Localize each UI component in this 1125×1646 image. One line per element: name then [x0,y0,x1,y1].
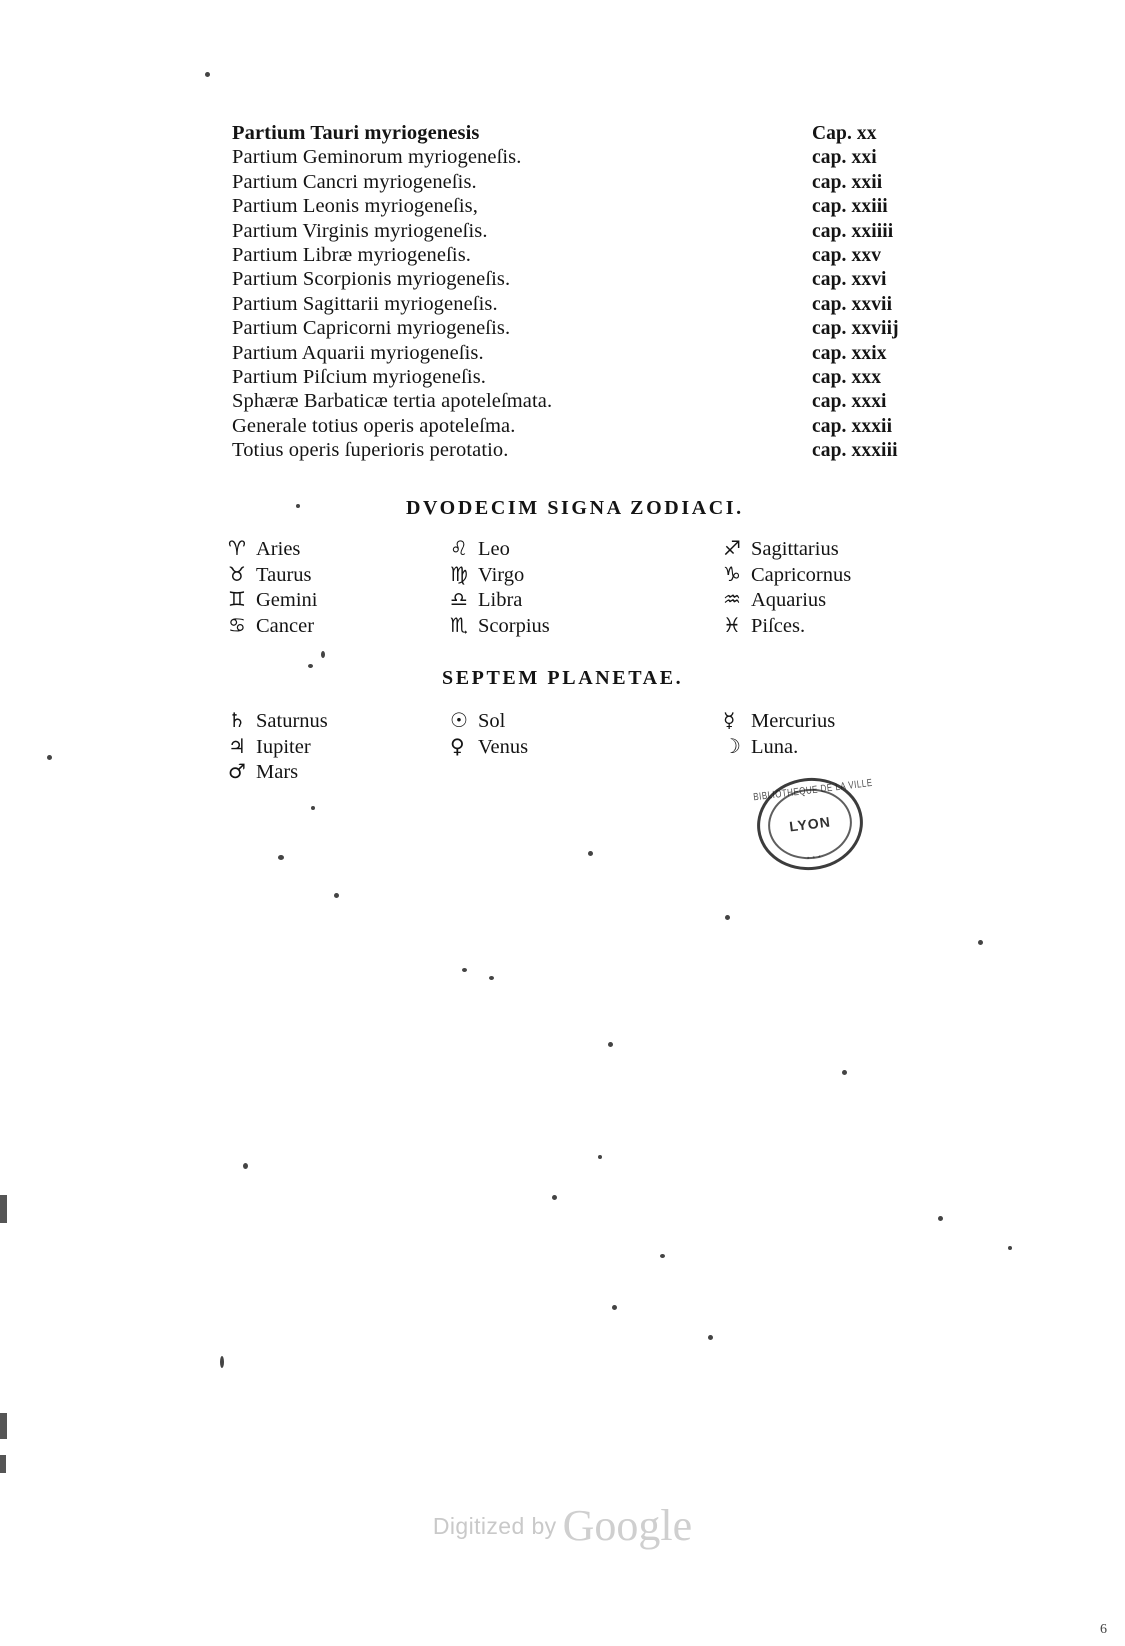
toc-entry-title: Partium Piſcium myriogeneſis. [232,365,487,388]
toc-entry-cap: cap. xxvii [812,293,893,315]
library-stamp [752,772,874,876]
zodiac-label: Piſces. [751,614,806,637]
scorpius-icon: ♏ [450,612,468,637]
list-item [723,561,852,590]
planets-column-2 [450,710,723,787]
zodiac-label: Aries [256,538,301,560]
stamp-center-text: LYON [788,813,832,835]
list-item [228,761,450,787]
toc-entry-cap-wrap [732,367,932,389]
toc-row [232,390,932,414]
list-item [450,538,723,564]
mars-icon: ♂ [228,759,246,784]
zodiac-column-3 [723,538,851,640]
list-item [228,561,450,590]
toc-entry-cap-wrap [732,147,932,169]
toc-row [232,244,932,268]
toc-row [232,317,932,341]
planets-section-heading: SEPTEM PLANETAE. [442,667,684,689]
list-item [228,733,450,762]
toc-entry-title: Partium Virginis myriogeneſis. [232,219,488,242]
toc-entry-cap: cap. xxvi [812,269,887,291]
zodiac-label: Cancer [256,614,315,637]
zodiac-label: Scorpius [478,614,550,637]
toc-row [232,122,932,146]
scan-speck [311,806,315,810]
list-item [723,612,851,641]
toc-entry-cap: Cap. xx [812,123,877,144]
libra-icon: ♎ [450,587,468,612]
scan-speck [708,1335,713,1340]
stamp-bottom-text: * * * [806,854,822,864]
toc-entry-cap-wrap [732,245,932,267]
toc-entry-title: Partium Capricorni myriogeneſis. [232,317,511,340]
scan-speck [489,976,494,980]
planets-column-1 [228,710,450,787]
scan-speck [1008,1246,1012,1250]
table-of-contents [232,122,932,463]
toc-entry-cap-wrap [732,318,932,340]
toc-entry-cap-wrap [732,172,932,194]
toc-entry-cap-wrap [732,269,932,291]
google-wordmark: Google [562,1501,693,1550]
page-edge-mark [0,1413,7,1439]
zodiac-column-1 [228,538,450,640]
saturn-icon: ♄ [228,708,246,732]
list-item [723,589,851,615]
digitization-footer [0,1500,1125,1551]
toc-entry-title: Sphæræ Barbaticæ tertia apoteleſmata. [232,390,553,413]
jupiter-icon: ♃ [228,733,246,758]
toc-entry-title: Totius operis ſuperioris perotatio. [232,439,509,462]
toc-entry-title: Partium Aquarii myriogeneſis. [232,341,484,364]
capricornus-icon: ♑ [723,561,741,586]
planet-label: Sol [478,710,506,732]
scan-speck [220,1356,224,1368]
toc-row [232,220,932,244]
toc-entry-cap-wrap [732,440,932,462]
zodiac-label: Aquarius [751,589,827,612]
toc-entry-cap-wrap [732,343,932,365]
scan-speck [552,1195,557,1200]
page-edge-mark [0,1455,6,1473]
scan-speck [608,1042,613,1047]
zodiac-section-heading: DVODECIM SIGNA ZODIACI. [406,497,744,519]
toc-entry-cap: cap. xxviij [812,318,899,340]
toc-entry-cap: cap. xxi [812,147,877,169]
scan-speck [47,755,52,760]
zodiac-label: Sagittarius [751,538,839,560]
toc-row [232,366,932,390]
scan-speck [938,1216,943,1221]
aries-icon: ♈ [228,536,246,560]
zodiac-label: Taurus [256,563,312,586]
cancer-icon: ♋ [228,612,246,637]
scan-speck [842,1070,847,1075]
planet-label: Mars [256,761,299,784]
toc-row [232,195,932,219]
list-item [450,589,723,615]
zodiac-label: Capricornus [751,563,852,586]
toc-row [232,146,932,170]
toc-entry-cap: cap. xxix [812,342,887,364]
toc-row [232,415,932,439]
list-item [723,733,835,762]
toc-entry-cap: cap. xxii [812,171,883,193]
toc-entry-title: Generale totius operis apoteleſma. [232,414,516,437]
toc-entry-cap-wrap [732,196,932,218]
virgo-icon: ♍ [450,561,468,586]
zodiac-label: Gemini [256,589,318,612]
toc-entry-cap: cap. xxv [812,244,882,266]
toc-entry-cap-wrap [732,123,932,145]
toc-entry-cap: cap. xxxii [812,415,893,437]
scan-speck [278,855,284,860]
sun-icon: ☉ [450,708,468,732]
zodiac-label: Libra [478,589,523,612]
planets-column-3 [723,710,835,787]
planet-label: Mercurius [751,710,836,732]
scan-speck [725,915,730,920]
toc-entry-cap-wrap [732,391,932,413]
planet-label: Saturnus [256,710,328,732]
leo-icon: ♌ [450,536,468,560]
toc-entry-title: Partium Tauri myriogenesis [232,122,480,144]
list-item [228,589,450,615]
taurus-icon: ♉ [228,561,246,586]
aquarius-icon: ♒ [723,587,741,612]
venus-icon: ♀ [450,733,465,758]
toc-row [232,171,932,195]
planets-symbol-table [228,710,835,787]
scan-speck [660,1254,665,1258]
page-corner-number: 6 [1100,1622,1107,1637]
toc-entry-cap: cap. xxxi [812,391,887,413]
scan-speck [588,851,593,856]
toc-entry-title: Partium Libræ myriogeneſis. [232,243,471,266]
list-item [450,561,723,590]
list-item [228,538,450,564]
list-item [723,538,851,564]
toc-entry-cap: cap. xxiii [812,196,888,218]
toc-row [232,439,932,463]
toc-entry-cap-wrap [732,416,932,438]
scan-speck [321,651,325,658]
moon-icon: ☽ [723,733,741,758]
scan-speck [205,72,210,77]
scan-speck [308,664,313,668]
toc-entry-title: Partium Scorpionis myriogeneſis. [232,268,511,291]
zodiac-column-2 [450,538,723,640]
scan-speck [243,1163,248,1169]
scan-speck [612,1305,617,1310]
toc-entry-title: Partium Sagittarii myriogeneſis. [232,292,498,315]
scan-speck [598,1155,602,1159]
scan-speck [462,968,467,972]
planet-label: Luna. [751,735,799,758]
mercury-icon: ☿ [723,708,736,732]
toc-row [232,293,932,317]
list-item [228,612,450,641]
scan-speck [978,940,983,945]
toc-entry-title: Partium Geminorum myriogeneſis. [232,146,522,169]
toc-entry-cap: cap. xxxiii [812,440,898,462]
stamp-top-text: BIBLIOTHEQUE DE LA VILLE [752,776,874,804]
scan-speck [296,504,300,508]
toc-entry-title: Partium Cancri myriogeneſis. [232,170,477,193]
scan-speck [334,893,339,898]
toc-entry-cap: cap. xxiiii [812,220,894,242]
sagittarius-icon: ♐ [723,536,741,560]
list-item [450,733,723,762]
list-item [450,710,723,736]
digitized-by-label: Digitized by [432,1513,557,1539]
planet-label: Venus [478,735,529,758]
planet-label: Iupiter [256,735,311,758]
toc-entry-title: Partium Leonis myriogeneſis, [232,195,478,218]
toc-entry-cap-wrap [732,294,932,316]
list-item [228,710,450,736]
page-edge-mark [0,1195,7,1223]
toc-entry-cap: cap. xxx [812,366,882,388]
toc-entry-cap-wrap [732,221,932,243]
list-item [723,710,835,736]
zodiac-label: Virgo [478,563,525,586]
zodiac-label: Leo [478,538,510,560]
pisces-icon: ♓ [723,612,741,637]
toc-row [232,268,932,292]
zodiac-symbol-table [228,538,851,640]
gemini-icon: ♊ [228,587,246,612]
toc-row [232,342,932,366]
list-item [450,612,723,641]
